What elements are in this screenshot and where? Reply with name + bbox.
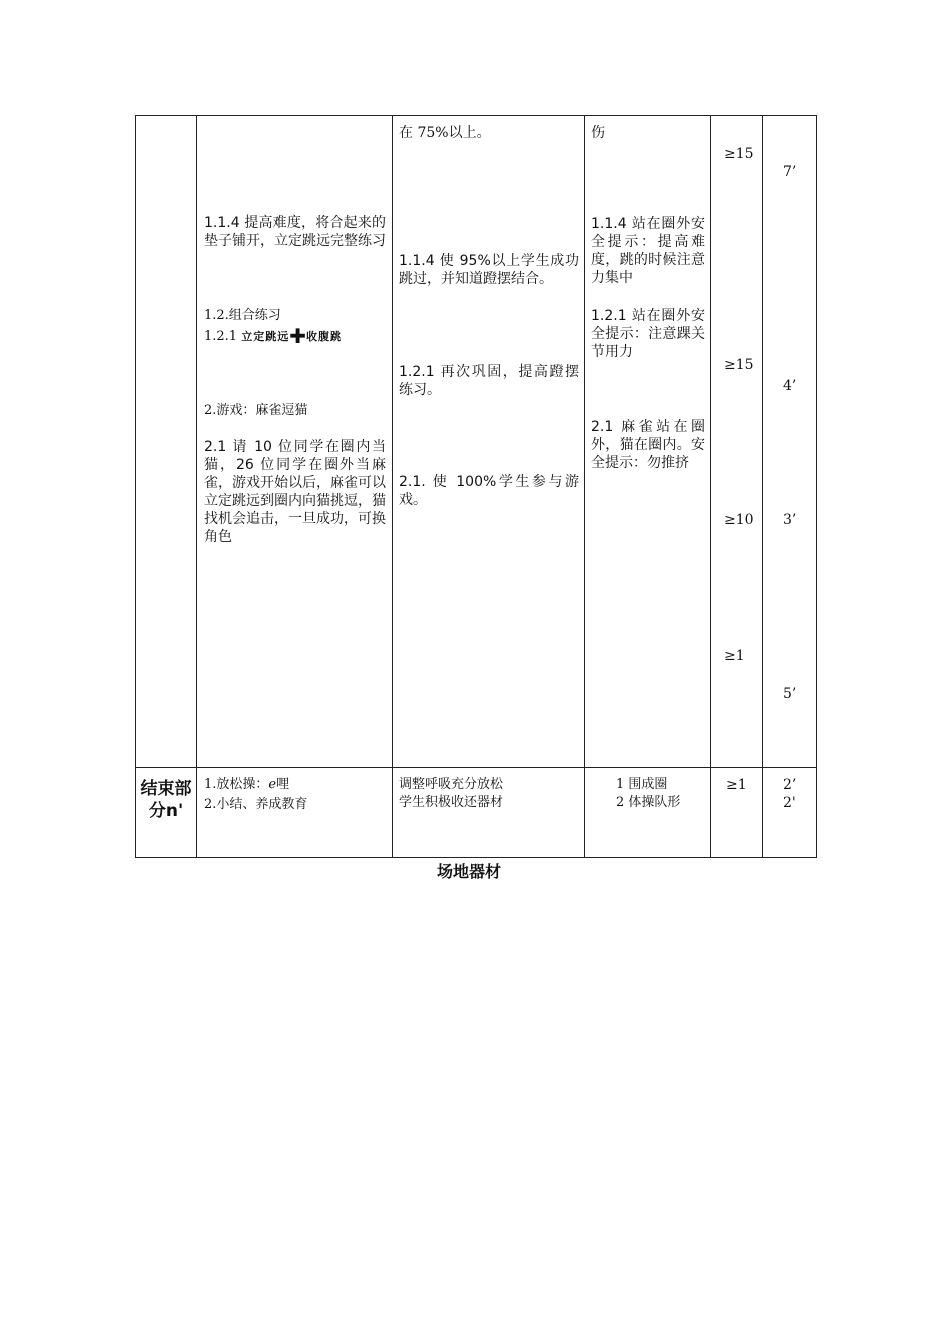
minutes-value: 5’ — [783, 686, 797, 702]
content-1-2-1 — [204, 324, 386, 348]
part-cell — [136, 116, 197, 768]
content-game-title: 2.游戏：麻雀逗猫 — [204, 403, 308, 418]
end-goal-line-1: 调整呼吸充分放松 — [399, 776, 504, 792]
table-row — [136, 116, 817, 768]
end-goals-cell — [393, 767, 585, 857]
times-value: ≥15 — [724, 357, 754, 373]
end-content-line-1-tail: ℯ哩 — [268, 776, 290, 792]
org-1-1-4: 1.1.4 站在圈外安全提示：提高难度，跳的时候注意力集中 — [591, 216, 705, 286]
end-content-cell — [197, 767, 393, 857]
goals-cell — [393, 116, 585, 768]
end-content-line-2: 2.小结、养成教育 — [204, 796, 308, 812]
end-content-line-1-text: 1.放松操： — [204, 776, 269, 792]
minutes-value: 4’ — [783, 378, 797, 394]
venue-equipment-heading: 场地器材 — [437, 862, 502, 881]
times-value: ≥10 — [724, 512, 754, 528]
goal-1-2-1: 1.2.1 再次巩固，提高蹬摆练习。 — [399, 364, 579, 398]
end-content-line-1 — [204, 776, 386, 794]
end-org-line-2: 2 体操队形 — [616, 794, 681, 810]
end-minutes-cell — [763, 767, 817, 857]
content-1-2: 1.2.组合练习 — [204, 308, 281, 323]
end-minutes-value: 2' — [783, 794, 796, 811]
organization-cell — [585, 116, 711, 768]
end-goal-line-2: 学生积极收还器材 — [399, 794, 504, 810]
times-value: ≥15 — [724, 146, 754, 162]
minutes-value: 7’ — [783, 164, 797, 180]
org-2-1: 2.1 麻雀站在圈外，猫在圈内。安全提示：勿推挤 — [591, 419, 705, 471]
times-value: ≥1 — [724, 648, 745, 664]
goal-1-1-4: 1.1.4 使 95%以上学生成功跳过，并知道蹬摆结合。 — [399, 253, 579, 287]
org-1-2-1: 1.2.1 站在圈外安全提示：注意踝关节用力 — [591, 308, 705, 360]
minutes-value: 3’ — [783, 512, 797, 528]
content-1-1-4: 1.1.4 提高难度，将合起来的垫子铺开，立定跳远完整练习 — [204, 215, 386, 249]
content-1-2-1-number: 1.2.1 — [204, 329, 238, 344]
minutes-cell — [763, 116, 817, 768]
lesson-plan-table — [135, 115, 817, 858]
end-org-line-1: 1 围成圈 — [616, 776, 668, 792]
end-org-cell — [585, 767, 711, 857]
end-times-cell — [711, 767, 763, 857]
goal-top: 在 75%以上。 — [399, 125, 491, 141]
org-top: 伤 — [591, 125, 605, 141]
content-1-2-1-exercise-b: 收腹跳 — [305, 330, 342, 343]
content-cell — [197, 116, 393, 768]
end-part-cell — [136, 767, 197, 857]
content-1-2-1-exercise-a: 立定跳远 — [241, 330, 290, 343]
times-cell — [711, 116, 763, 768]
table-row — [136, 767, 817, 857]
end-part-title: 结束部分n' — [140, 778, 192, 821]
content-2-1: 2.1 请 10 位同学在圈内当猫，26 位同学在圈外当麻雀，游戏开始以后，麻雀可以立定跳远到圈内向猫挑逗，猫找机会追击，一旦成功，可换角色 — [204, 439, 386, 545]
end-times-value: ≥1 — [726, 776, 747, 793]
plus-icon: ✚ — [289, 324, 306, 348]
goal-2-1: 2.1. 使 100%学生参与游戏。 — [399, 474, 579, 508]
end-minutes-value: 2’ — [783, 776, 797, 793]
